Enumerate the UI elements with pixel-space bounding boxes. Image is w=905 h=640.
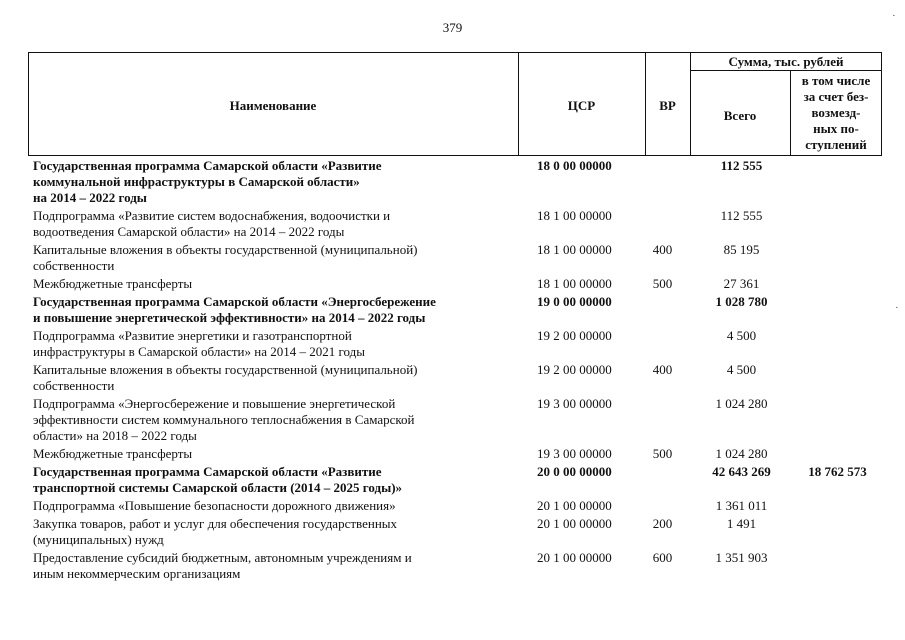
header-name: Наименование xyxy=(229,98,317,113)
table-row xyxy=(0,550,905,584)
row-name xyxy=(33,362,523,394)
row-incl: 18 762 573 xyxy=(808,464,867,479)
table-row xyxy=(0,446,905,464)
row-name xyxy=(33,158,523,206)
row-name-line: Капитальные вложения в объекты государственной (муниципальной) xyxy=(33,242,418,257)
row-csr: 19 2 00 00000 xyxy=(537,362,612,377)
row-total: 85 195 xyxy=(723,242,760,257)
row-csr: 20 1 00 00000 xyxy=(537,550,612,565)
row-name-line: Межбюджетные трансферты xyxy=(33,446,193,461)
row-total: 1 024 280 xyxy=(715,446,768,461)
table-row xyxy=(0,362,905,396)
table-header xyxy=(28,52,882,156)
row-csr: 18 1 00 00000 xyxy=(537,208,612,223)
row-name-line: Подпрограмма «Развитие систем водоснабжения, водоочистки и xyxy=(33,208,391,223)
table-row xyxy=(0,294,905,328)
row-name-line: инфраструктуры в Самарской области» на 2014 – 2021 годы xyxy=(33,344,365,359)
row-name-line: Подпрограмма «Развитие энергетики и газотранспортной xyxy=(33,328,352,343)
row-vr: 200 xyxy=(652,516,673,531)
row-name-line: на 2014 – 2022 годы xyxy=(33,190,147,205)
row-name xyxy=(33,396,523,444)
row-name xyxy=(33,498,523,514)
row-name-line: Государственная программа Самарской области «Развитие xyxy=(33,464,382,479)
row-name-line: Подпрограмма «Повышение безопасности дорожного движения» xyxy=(33,498,396,513)
row-csr: 20 1 00 00000 xyxy=(537,516,612,531)
row-name-line: транспортной системы Самарской области (2014 – 2025 годы)» xyxy=(33,480,403,495)
row-name xyxy=(33,276,523,292)
row-name-line: эффективности систем коммунального теплоснабжения в Самарской xyxy=(33,412,415,427)
row-name-line: Подпрограмма «Энергосбережение и повышение энергетической xyxy=(33,396,396,411)
row-name-line: Государственная программа Самарской области «Энергосбережение xyxy=(33,294,436,309)
row-csr: 19 3 00 00000 xyxy=(537,396,612,411)
row-total: 4 500 xyxy=(726,328,757,343)
table-row xyxy=(0,158,905,208)
row-name-line: водоотведения Самарской области» на 2014 – 2022 годы xyxy=(33,224,345,239)
row-csr: 19 3 00 00000 xyxy=(537,446,612,461)
row-total: 1 491 xyxy=(726,516,757,531)
row-vr: 600 xyxy=(652,550,673,565)
row-name-line: Государственная программа Самарской области «Развитие xyxy=(33,158,382,173)
row-vr: 400 xyxy=(652,362,673,377)
row-name xyxy=(33,208,523,240)
header-incl: в том числе за счет без- возмезд- ных по- ступлений xyxy=(801,73,871,152)
row-name xyxy=(33,464,523,496)
row-name-line: и повышение энергетической эффективности» на 2014 – 2022 годы xyxy=(33,310,426,325)
row-total: 1 361 011 xyxy=(715,498,768,513)
header-vr: ВР xyxy=(659,98,676,113)
row-csr: 20 1 00 00000 xyxy=(537,498,612,513)
row-total: 4 500 xyxy=(726,362,757,377)
row-name xyxy=(33,516,523,548)
row-name-line: коммунальной инфраструктуры в Самарской области» xyxy=(33,174,360,189)
row-name xyxy=(33,446,523,462)
row-total: 112 555 xyxy=(720,208,763,223)
table-row xyxy=(0,276,905,294)
row-name xyxy=(33,294,523,326)
page-number: 379 xyxy=(442,20,463,35)
row-name-line: собственности xyxy=(33,258,115,273)
row-name xyxy=(33,242,523,274)
row-csr: 20 0 00 00000 xyxy=(537,464,612,479)
row-csr: 19 0 00 00000 xyxy=(537,294,612,309)
row-vr: 500 xyxy=(652,446,673,461)
table-row xyxy=(0,516,905,550)
table-row xyxy=(0,328,905,362)
table-row xyxy=(0,464,905,498)
row-total: 1 024 280 xyxy=(715,396,768,411)
row-name-line: Капитальные вложения в объекты государственной (муниципальной) xyxy=(33,362,418,377)
table-row xyxy=(0,208,905,242)
row-csr: 18 1 00 00000 xyxy=(537,276,612,291)
header-total: Всего xyxy=(723,108,757,123)
row-csr: 18 1 00 00000 xyxy=(537,242,612,257)
row-total: 1 028 780 xyxy=(715,294,768,309)
row-name-line: Межбюджетные трансферты xyxy=(33,276,193,291)
scan-mark: · xyxy=(892,10,896,22)
table-row xyxy=(0,498,905,516)
row-name-line: (муниципальных) нужд xyxy=(33,532,164,547)
row-total: 112 555 xyxy=(720,158,763,173)
row-total: 1 351 903 xyxy=(715,550,768,565)
row-vr: 400 xyxy=(652,242,673,257)
header-sum: Сумма, тыс. рублей xyxy=(728,54,844,69)
row-csr: 19 2 00 00000 xyxy=(537,328,612,343)
row-name-line: иным некоммерческим организациям xyxy=(33,566,241,581)
table-row xyxy=(0,242,905,276)
row-name xyxy=(33,328,523,360)
row-vr: 500 xyxy=(652,276,673,291)
row-name-line: области» на 2018 – 2022 годы xyxy=(33,428,197,443)
scan-mark: · xyxy=(895,302,899,314)
row-csr: 18 0 00 00000 xyxy=(537,158,612,173)
header-csr: ЦСР xyxy=(567,98,596,113)
row-total: 42 643 269 xyxy=(712,464,771,479)
row-name-line: Закупка товаров, работ и услуг для обеспечения государственных xyxy=(33,516,398,531)
row-total: 27 361 xyxy=(723,276,760,291)
table-body xyxy=(0,158,905,584)
row-name-line: собственности xyxy=(33,378,115,393)
row-name xyxy=(33,550,523,582)
table-row xyxy=(0,396,905,446)
row-name-line: Предоставление субсидий бюджетным, автономным учреждениям и xyxy=(33,550,412,565)
